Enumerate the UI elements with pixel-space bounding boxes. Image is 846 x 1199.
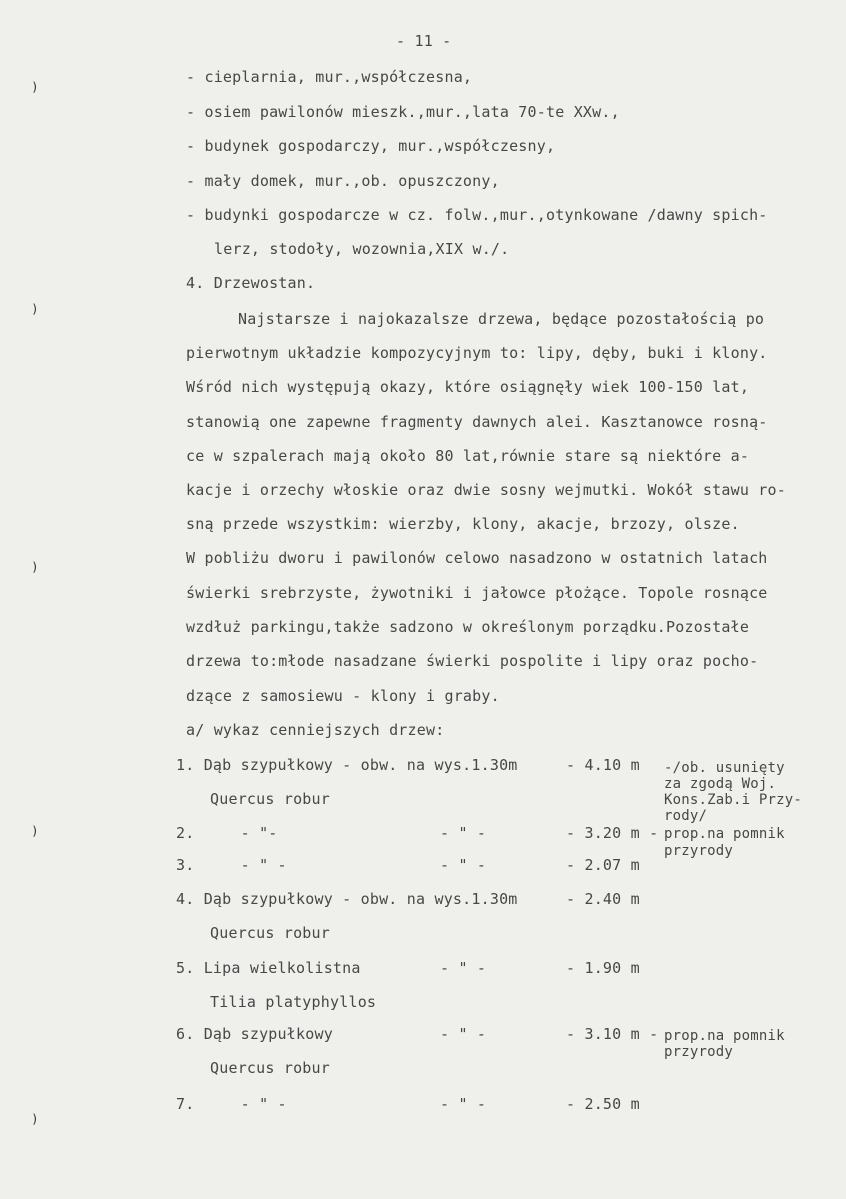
binding-mark: ) — [24, 302, 39, 316]
tree-latin-name: Quercus robur — [210, 1059, 330, 1077]
list-item: - mały domek, mur.,ob. opuszczony, — [186, 172, 500, 190]
tree-circumference: - 1.90 m — [566, 959, 640, 977]
page-number: - 11 - — [396, 32, 452, 50]
list-item-continuation: lerz, stodoły, wozownia,XIX w./. — [214, 240, 510, 258]
paragraph-line: sną przede wszystkim: wierzby, klony, akacje, brzozy, olsze. — [186, 515, 740, 533]
ditto-mark: - " - — [440, 824, 487, 842]
tree-circumference: - 2.40 m — [566, 890, 640, 908]
tree-entry-name: 2. - "- — [176, 824, 278, 842]
ditto-mark: - " - — [440, 1095, 487, 1113]
tree-entry-name: 1. Dąb szypułkowy - obw. na wys.1.30m — [176, 756, 518, 774]
paragraph-line: W pobliżu dworu i pawilonów celowo nasadzono w ostatnich latach — [186, 549, 768, 567]
tree-entry-name: 7. - " - — [176, 1095, 287, 1113]
tree-entry-name: 4. Dąb szypułkowy - obw. na wys.1.30m — [176, 890, 518, 908]
list-item: - osiem pawilonów mieszk.,mur.,lata 70-te XXw., — [186, 103, 620, 121]
list-item: - cieplarnia, mur.,współczesna, — [186, 68, 473, 86]
paragraph-line: dzące z samosiewu - klony i graby. — [186, 687, 500, 705]
tree-entry-name: 3. - " - — [176, 856, 287, 874]
tree-entry-name: 6. Dąb szypułkowy — [176, 1025, 333, 1043]
ditto-mark: - " - — [440, 856, 487, 874]
tree-note-line: przyrody — [664, 1044, 734, 1060]
ditto-mark: - " - — [440, 959, 487, 977]
tree-latin-name: Quercus robur — [210, 924, 330, 942]
paragraph-line: ce w szpalerach mają około 80 lat,równie stare są niektóre a- — [186, 447, 750, 465]
paragraph-line: wzdłuż parkingu,także sadzono w określonym porządku.Pozostałe — [186, 618, 750, 636]
binding-mark: ) — [24, 80, 39, 94]
paragraph-line: Najstarsze i najokazalsze drzewa, będące pozostałością po — [238, 310, 765, 328]
tree-circumference: - 4.10 m — [566, 756, 640, 774]
binding-mark: ) — [24, 824, 39, 838]
section-heading: 4. Drzewostan. — [186, 274, 316, 292]
tree-circumference: - 3.10 m - — [566, 1025, 659, 1043]
tree-circumference: - 2.07 m — [566, 856, 640, 874]
paragraph-line: Wśród nich występują okazy, które osiągnęły wiek 100-150 lat, — [186, 378, 750, 396]
tree-note-line: za zgodą Woj. — [664, 776, 777, 792]
list-item: - budynki gospodarcze w cz. folw.,mur.,otynkowane /dawny spich- — [186, 206, 768, 224]
tree-entry-name: 5. Lipa wielkolistna — [176, 959, 361, 977]
paragraph-line: stanowią one zapewne fragmenty dawnych alei. Kasztanowce rosną- — [186, 413, 768, 431]
ditto-mark: - " - — [440, 1025, 487, 1043]
tree-circumference: - 2.50 m — [566, 1095, 640, 1113]
tree-note-line: przyrody — [664, 843, 734, 859]
tree-note-line: prop.na pomnik — [664, 826, 785, 842]
list-heading: a/ wykaz cenniejszych drzew: — [186, 721, 445, 739]
paragraph-line: kacje i orzechy włoskie oraz dwie sosny wejmutki. Wokół stawu ro- — [186, 481, 786, 499]
tree-note-line: Kons.Zab.i Przy- — [664, 792, 803, 808]
paragraph-line: drzewa to:młode nasadzane świerki pospolite i lipy oraz pocho- — [186, 652, 759, 670]
tree-latin-name: Quercus robur — [210, 790, 330, 808]
tree-circumference: - 3.20 m - — [566, 824, 659, 842]
tree-latin-name: Tilia platyphyllos — [210, 993, 377, 1011]
tree-note-line: -/ob. usunięty — [664, 760, 785, 776]
list-item: - budynek gospodarczy, mur.,współczesny, — [186, 137, 556, 155]
paragraph-line: pierwotnym układzie kompozycyjnym to: lipy, dęby, buki i klony. — [186, 344, 768, 362]
tree-note-line: rody/ — [664, 808, 708, 824]
paragraph-line: świerki srebrzyste, żywotniki i jałowce płożące. Topole rosnące — [186, 584, 768, 602]
tree-note-line: prop.na pomnik — [664, 1028, 785, 1044]
binding-mark: ) — [24, 560, 39, 574]
binding-mark: ) — [24, 1112, 39, 1126]
